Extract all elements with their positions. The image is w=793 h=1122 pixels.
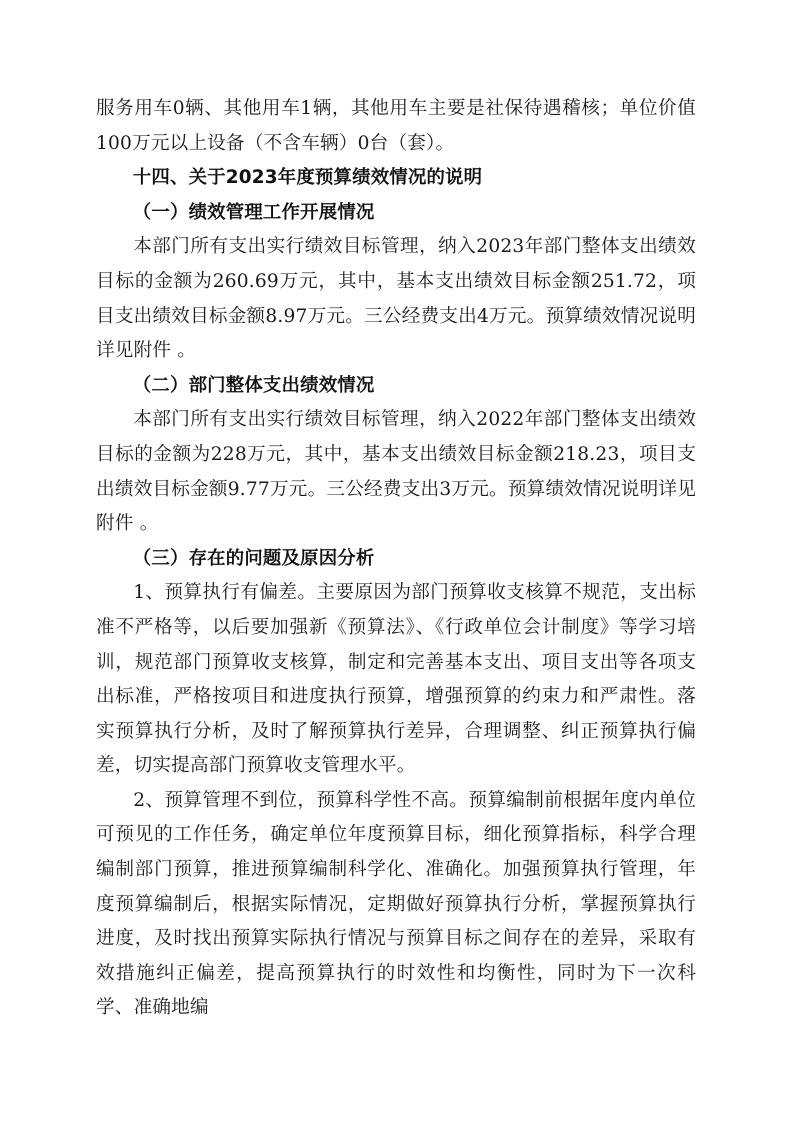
subsection-paragraph-2: 本部门所有支出实行绩效目标管理，纳入2022年部门整体支出绩效目标的金额为228万元，其中，基本支出绩效目标金额218.23，项目支出绩效目标金额9.77万元。三公经费支出3万元。预算绩效情况说明详见附件 。 <box>96 409 696 535</box>
problem-item-2: 2、预算管理不到位，预算科学性不高。预算编制前根据年度内单位可预见的工作任务，确定单位年度预算目标，细化预算指标，科学合理编制部门预算，推进预算编制科学化、准确化。加强预算执行管理，年度预算编制后，根据实际情况，定期做好预算执行分析，掌握预算执行进度，及时找出预算实际执行情况与预算目标之间存在的差异，采取有效措施纠正偏差，提高预算执行的时效性和均衡性，同时为下一次科学、准确地编 <box>96 789 696 1019</box>
subsection-heading-2: （二）部门整体支出绩效情况 <box>132 374 375 396</box>
document-body <box>96 92 696 1026</box>
section-heading: 十四、关于2023年度预算绩效情况的说明 <box>132 167 483 189</box>
subsection-heading-1: （一）绩效管理工作开展情况 <box>132 201 375 223</box>
continuation-paragraph: 服务用车0辆、其他用车1辆，其他用车主要是社保待遇稽核；单位价值100万元以上设备（不含车辆）0台（套）。 <box>96 98 696 154</box>
subsection-paragraph-1: 本部门所有支出实行绩效目标管理，纳入2023年部门整体支出绩效目标的金额为260.69万元，其中，基本支出绩效目标金额251.72，项目支出绩效目标金额8.97万元。三公经费支出4万元。预算绩效情况说明详见附件 。 <box>96 236 696 362</box>
subsection-heading-3: （三）存在的问题及原因分析 <box>132 547 375 569</box>
problem-item-1: 1、预算执行有偏差。主要原因为部门预算收支核算不规范，支出标准不严格等，以后要加强新《预算法》、《行政单位会计制度》等学习培训，规范部门预算收支核算，制定和完善基本支出、项目支出等各项支出标准，严格按项目和进度执行预算，增强预算的约束力和严肃性。落实预算执行分析，及时了解预算执行差异，合理调整、纠正预算执行偏差，切实提高部门预算收支管理水平。 <box>96 582 696 777</box>
